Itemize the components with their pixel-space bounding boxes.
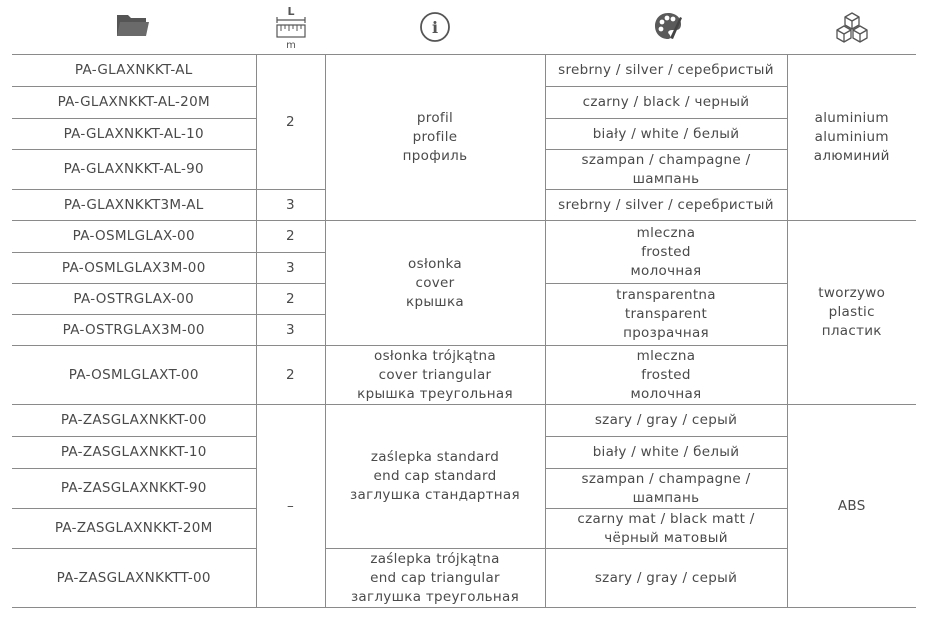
cubes-icon (835, 11, 869, 43)
material-plastic: tworzywo plastic пластик (787, 221, 916, 405)
header-icon-row (0, 0, 937, 54)
color-value: szary / gray / серый (545, 405, 787, 437)
product-code: PA-GLAXNKKT-AL-90 (12, 150, 256, 190)
color-value: biały / white / белый (545, 119, 787, 150)
table-row (12, 549, 916, 608)
product-code: PA-ZASGLAXNKKT-20M (12, 509, 256, 549)
color-value: czarny / black / черный (545, 87, 787, 119)
length-bottom-label: m (286, 40, 296, 50)
table-row (12, 405, 916, 437)
product-code: PA-OSMLGLAXT-00 (12, 346, 256, 405)
description-cover: osłonka cover крышка (325, 221, 545, 346)
info-icon-glyph: i (431, 18, 439, 37)
length-value: 2 (256, 346, 325, 405)
color-transparent: transparentna transparent прозрачная (545, 284, 787, 346)
product-code: PA-OSTRGLAX-00 (12, 284, 256, 315)
description-end-cap-standard: zaślepka standard end cap standard заглушка стандартная (325, 405, 545, 549)
length-value: 2 (256, 284, 325, 315)
color-value: srebrny / silver / серебристый (545, 190, 787, 221)
palette-icon (654, 11, 682, 41)
color-frosted: mleczna frosted молочная (545, 221, 787, 284)
product-code: PA-OSTRGLAX3M-00 (12, 315, 256, 346)
color-value: szampan / champagne / шампань (545, 469, 787, 509)
description-profile: profil profile профиль (325, 55, 545, 221)
color-value: szary / gray / серый (545, 549, 787, 608)
info-icon (419, 11, 451, 43)
table-row (12, 221, 916, 253)
product-table (12, 54, 916, 608)
folder-icon (116, 12, 150, 38)
color-value: czarny mat / black matt / чёрный матовый (545, 509, 787, 549)
length-value: 2 (256, 221, 325, 253)
description-cover-triangular: osłonka trójkątna cover triangular крышка треугольная (325, 346, 545, 405)
product-code: PA-OSMLGLAX-00 (12, 221, 256, 253)
product-code: PA-GLAXNKKT3M-AL (12, 190, 256, 221)
product-code: PA-GLAXNKKT-AL (12, 55, 256, 87)
description-end-cap-triangular: zaślepka trójkątna end cap triangular заглушка треугольная (325, 549, 545, 608)
color-frosted: mleczna frosted молочная (545, 346, 787, 405)
product-code: PA-GLAXNKKT-AL-10 (12, 119, 256, 150)
length-value: 3 (256, 315, 325, 346)
product-code: PA-OSMLGLAX3M-00 (12, 253, 256, 284)
color-value: szampan / champagne / шампань (545, 150, 787, 190)
table-row (12, 55, 916, 87)
material-aluminium: aluminium aluminium алюминий (787, 55, 916, 221)
product-code: PA-GLAXNKKT-AL-20M (12, 87, 256, 119)
product-code: PA-ZASGLAXNKKT-00 (12, 405, 256, 437)
product-code: PA-ZASGLAXNKKT-10 (12, 437, 256, 469)
product-code: PA-ZASGLAXNKKTT-00 (12, 549, 256, 608)
color-value: biały / white / белый (545, 437, 787, 469)
length-meter-icon (274, 4, 308, 50)
length-value: 2 (256, 55, 325, 190)
length-value: – (256, 405, 325, 608)
product-code: PA-ZASGLAXNKKT-90 (12, 469, 256, 509)
length-value: 3 (256, 190, 325, 221)
color-value: srebrny / silver / серебристый (545, 55, 787, 87)
material-abs: ABS (787, 405, 916, 608)
length-top-label: L (287, 5, 295, 18)
table-row (12, 346, 916, 405)
length-value: 3 (256, 253, 325, 284)
